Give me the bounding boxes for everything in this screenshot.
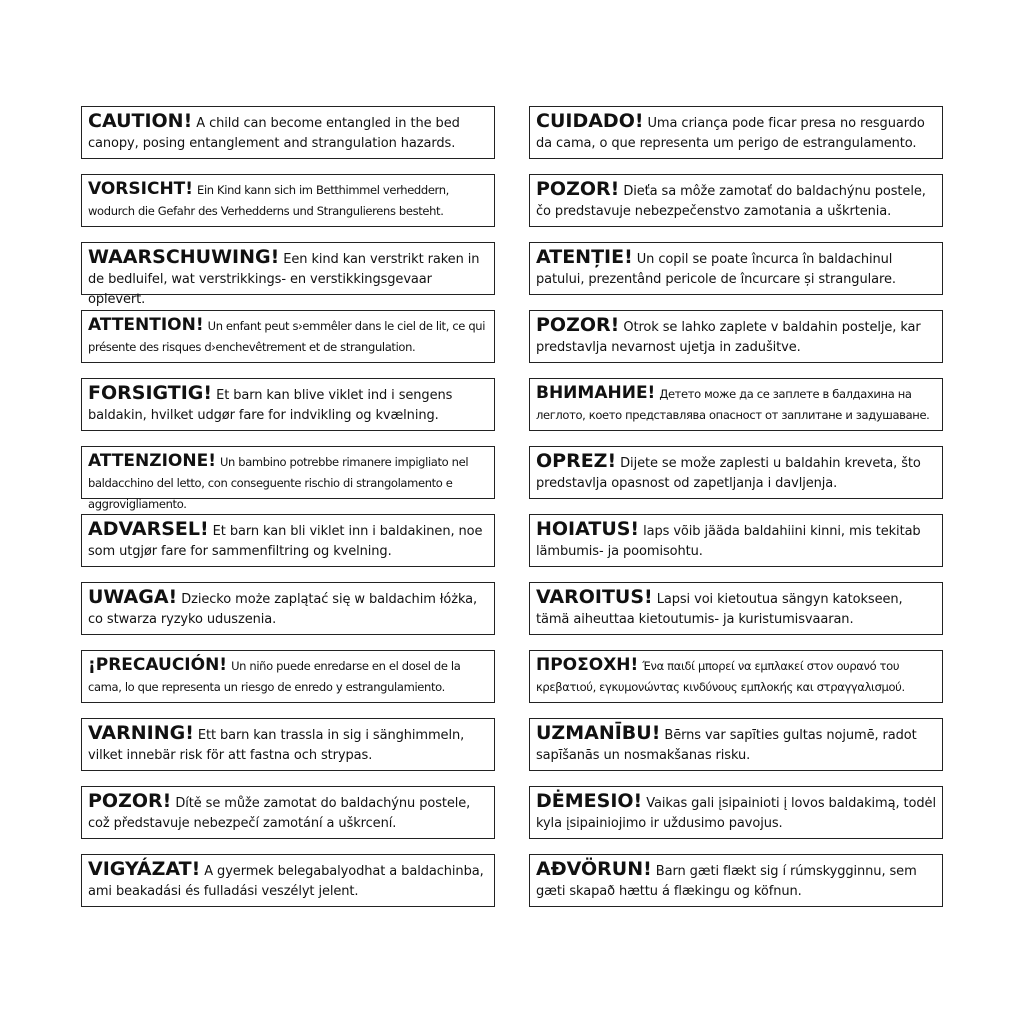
label-heading: ΠΡΟΣΟΧΗ! bbox=[536, 655, 639, 675]
label-text: Vaikas gali įsipainioti į lovos baldakimą, todėl kyla įsipainiojimo ir uždusimo pavojus. bbox=[536, 796, 936, 831]
label-heading: ¡PRECAUCIÓN! bbox=[88, 655, 228, 675]
label-text: A child can become entangled in the bed canopy, posing entanglement and strangulation hazards. bbox=[88, 116, 460, 151]
label-pt bbox=[529, 106, 943, 159]
label-sv bbox=[81, 718, 495, 771]
label-heading: POZOR! bbox=[536, 314, 620, 336]
label-heading: VARNING! bbox=[88, 722, 194, 744]
label-text: Lapsi voi kietoutua sängyn katokseen, tämä aiheuttaa kietoutumis- ja kuristumisvaaran. bbox=[536, 592, 903, 627]
label-hu bbox=[81, 854, 495, 907]
label-heading: UZMANĪBU! bbox=[536, 722, 661, 744]
label-text: Dziecko może zaplątać się w baldachim łóżka, co stwarza ryzyko uduszenia. bbox=[88, 592, 478, 627]
label-text: Un niño puede enredarse en el dosel de la cama, lo que representa un riesgo de enredo y estrangulamiento. bbox=[88, 659, 461, 694]
label-heading: UWAGA! bbox=[88, 586, 178, 608]
label-heading: WAARSCHUWING! bbox=[88, 246, 280, 268]
label-text: Een kind kan verstrikt raken in de bedluifel, wat verstrikkings- en verstikkingsgevaar oplevert. bbox=[88, 252, 480, 307]
label-lt bbox=[529, 786, 943, 839]
label-ro bbox=[529, 242, 943, 295]
label-heading: AÐVÖRUN! bbox=[536, 858, 652, 880]
label-text: Dijete se može zaplesti u baldahin kreveta, što predstavlja opasnost od zapetljanja i davljenja. bbox=[536, 456, 921, 491]
label-heading: FORSIGTIG! bbox=[88, 382, 213, 404]
label-es bbox=[81, 650, 495, 703]
label-text: Dieťa sa môže zamotať do baldachýnu postele, čo predstavuje nebezpečenstvo zamotania a uškrtenia. bbox=[536, 184, 926, 219]
label-heading: VIGYÁZAT! bbox=[88, 858, 201, 880]
label-text: Un enfant peut s›emmêler dans le ciel de lit, ce qui présente des risques d›enchevêtrement et de strangulation. bbox=[88, 319, 486, 354]
label-heading: ATTENTION! bbox=[88, 315, 204, 335]
label-da bbox=[81, 378, 495, 431]
label-heading: DĖMESIO! bbox=[536, 790, 643, 812]
label-heading: CUIDADO! bbox=[536, 110, 644, 132]
label-pl bbox=[81, 582, 495, 635]
label-text: Bērns var sapīties gultas nojumē, radot sapīšanās un nosmakšanas risku. bbox=[536, 728, 917, 763]
label-text: Et barn kan bli viklet inn i baldakinen, noe som utgjør fare for sammenfiltring og kvelning. bbox=[88, 524, 483, 559]
label-text: Un copil se poate încurca în baldachinul patului, prezentând pericole de încurcare și strangulare. bbox=[536, 252, 896, 287]
label-fi bbox=[529, 582, 943, 635]
label-heading: ADVARSEL! bbox=[88, 518, 209, 540]
label-fr bbox=[81, 310, 495, 363]
label-heading: ATENȚIE! bbox=[536, 246, 633, 268]
label-el bbox=[529, 650, 943, 703]
label-heading: ВНИМАНИЕ! bbox=[536, 383, 656, 403]
label-et bbox=[529, 514, 943, 567]
label-heading: VAROITUS! bbox=[536, 586, 653, 608]
label-text: Barn gæti flækt sig í rúmskygginnu, sem gæti skapað hættu á flækingu og köfnun. bbox=[536, 864, 917, 899]
label-heading: HOIATUS! bbox=[536, 518, 640, 540]
label-text: Otrok se lahko zaplete v baldahin postelje, kar predstavlja nevarnost ujetja in zadušitve. bbox=[536, 320, 921, 355]
label-nl bbox=[81, 242, 495, 307]
label-text: laps võib jääda baldahiini kinni, mis tekitab lämbumis- ja poomisohtu. bbox=[536, 524, 921, 559]
label-heading: POZOR! bbox=[88, 790, 172, 812]
label-sl bbox=[529, 310, 943, 363]
label-it bbox=[81, 446, 495, 511]
label-text: A gyermek belegabalyodhat a baldachinba, ami beakadási és fulladási veszélyt jelent. bbox=[88, 864, 484, 899]
label-heading: OPREZ! bbox=[536, 450, 617, 472]
label-hr bbox=[529, 446, 943, 499]
right-column bbox=[529, 106, 943, 922]
label-de bbox=[81, 174, 495, 227]
label-heading: CAUTION! bbox=[88, 110, 193, 132]
label-text: Uma criança pode ficar presa no resguardo da cama, o que representa um perigo de estrangulamento. bbox=[536, 116, 925, 151]
label-heading: ATTENZIONE! bbox=[88, 451, 216, 471]
label-text: Dítě se může zamotat do baldachýnu postele, což představuje nebezpečí zamotání a uškrcení. bbox=[88, 796, 471, 831]
label-text: Et barn kan blive viklet ind i sengens baldakin, hvilket udgør fare for indvikling og kvælning. bbox=[88, 388, 453, 423]
label-cs bbox=[81, 786, 495, 839]
label-text: Ένα παιδί μπορεί να εμπλακεί στον ουρανό του κρεβατιού, εγκυμονώντας κινδύνους εμπλοκής και στραγγαλισμού. bbox=[536, 659, 905, 694]
label-lv bbox=[529, 718, 943, 771]
label-en bbox=[81, 106, 495, 159]
label-no bbox=[81, 514, 495, 567]
label-text: Un bambino potrebbe rimanere impigliato nel baldacchino del letto, con conseguente rischio di strangolamento e aggrovigliamento. bbox=[88, 455, 469, 511]
label-heading: VORSICHT! bbox=[88, 179, 194, 199]
label-is bbox=[529, 854, 943, 907]
label-bg bbox=[529, 378, 943, 431]
label-text: Ett barn kan trassla in sig i sänghimmeln, vilket innebär risk för att fastna och strypas. bbox=[88, 728, 465, 763]
label-text: Детето може да се заплете в балдахина на леглото, което представлява опасност от заплитане и задушаване. bbox=[536, 387, 930, 422]
label-sk bbox=[529, 174, 943, 227]
left-column bbox=[81, 106, 495, 922]
label-text: Ein Kind kann sich im Betthimmel verheddern, wodurch die Gefahr des Verhedderns und Strangulierens besteht. bbox=[88, 183, 449, 218]
label-heading: POZOR! bbox=[536, 178, 620, 200]
